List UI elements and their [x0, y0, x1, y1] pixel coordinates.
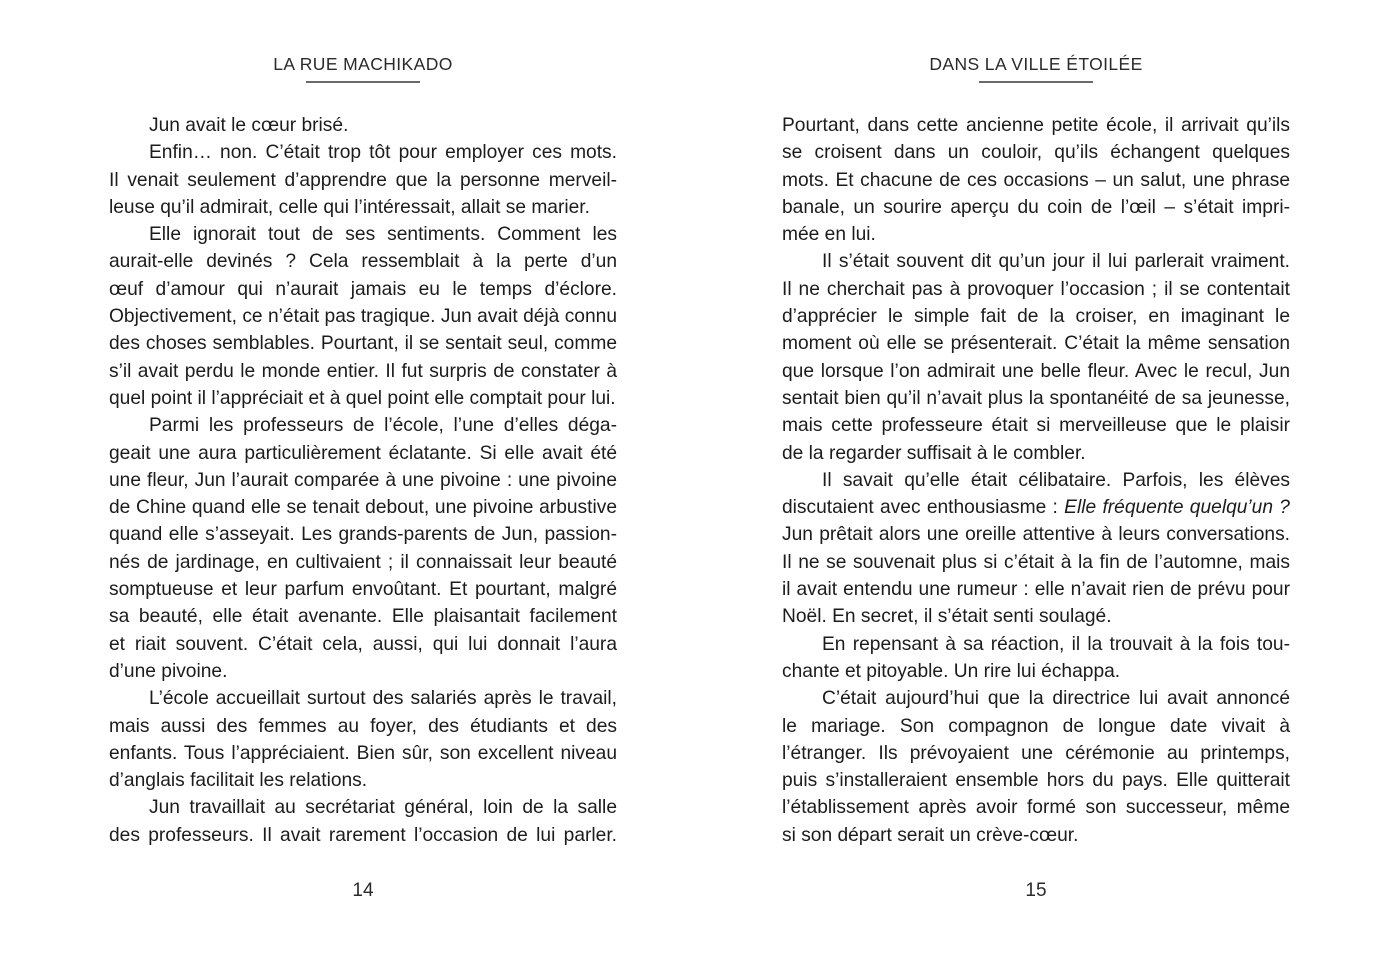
text-line: [782, 658, 1290, 685]
text-line: [109, 167, 617, 194]
left-page: [109, 0, 617, 959]
text-line-content: se croisent dans un couloir, qu’ils échangent quelques: [782, 142, 1290, 164]
text-line: [782, 549, 1290, 576]
text-line-content: il avait entendu une rumeur : elle n’avait rien de prévu pour: [782, 579, 1290, 601]
text-line: [109, 549, 617, 576]
text-line-content: C’était aujourd’hui que la directrice lui avait annoncé: [822, 688, 1290, 710]
text-line-content: le mariage. Son compagnon de longue date vivait à: [782, 715, 1290, 737]
running-head: DANS LA VILLE ÉTOILÉE: [929, 54, 1143, 74]
text-line-content: de la regarder suffisait à le combler.: [782, 442, 1086, 464]
text-line-content: mais cette professeure était si merveilleuse que le plaisir: [782, 415, 1290, 437]
text-line: [782, 685, 1290, 712]
right-page: [782, 0, 1290, 959]
text-line: [782, 467, 1290, 494]
text-line: [782, 276, 1290, 303]
text-line: [109, 822, 617, 849]
text-line: [782, 112, 1290, 139]
text-line: [782, 385, 1290, 412]
text-line: [109, 112, 617, 139]
text-line-content: Il ne cherchait pas à provoquer l’occasion ; il se contentait: [782, 278, 1290, 300]
text-line-content: Il savait qu’elle était célibataire. Parfois, les élèves: [822, 469, 1290, 491]
text-line-content: mots. Et chacune de ces occasions – un salut, une phrase: [782, 169, 1290, 191]
text-line-content: d’apprécier le simple fait de la croiser, en imaginant le: [782, 306, 1290, 328]
text-line: [109, 139, 617, 166]
text-line-content: Il s’était souvent dit qu’un jour il lui parlerait vraiment.: [822, 251, 1290, 273]
text-line: [109, 658, 617, 685]
text-line-content: Il venait seulement d’apprendre que la personne merveil-: [109, 169, 617, 191]
text-line: [109, 440, 617, 467]
text-line: [109, 467, 617, 494]
text-line: [782, 440, 1290, 467]
text-line: [109, 767, 617, 794]
text-line: [109, 276, 617, 303]
text-line: [109, 603, 617, 630]
text-line: [782, 713, 1290, 740]
text-line: [782, 303, 1290, 330]
text-line: [109, 221, 617, 248]
text-line-content: Il ne se souvenait plus si c’était à la fin de l’automne, mais: [782, 551, 1290, 573]
body-text: [782, 112, 1290, 849]
text-line-content: sa beauté, elle était avenante. Elle plaisantait facilement: [109, 606, 617, 628]
text-line-content: somptueuse et leur parfum envoûtant. Et pourtant, malgré: [109, 579, 617, 601]
text-line-content: Parmi les professeurs de l’école, l’une d’elles déga-: [149, 415, 617, 437]
text-line-content: Jun travaillait au secrétariat général, loin de la salle: [149, 797, 617, 819]
text-line-content: En repensant à sa réaction, il la trouvait à la fois tou-: [822, 633, 1290, 655]
text-line-content: que lorsque l’on admirait une belle fleur. Avec le recul, Jun: [782, 360, 1290, 382]
text-line-content: sentait bien qu’il n’avait plus la spontanéité de sa jeunesse,: [782, 387, 1290, 409]
head-rule: [306, 81, 420, 83]
text-line-content: geait une aura particulièrement éclatante. Si elle avait été: [109, 442, 617, 464]
text-line-content: une fleur, Jun l’aurait comparée à une pivoine : une pivoine: [109, 469, 617, 491]
text-line: [109, 248, 617, 275]
head-rule: [979, 81, 1093, 83]
text-line: [109, 412, 617, 439]
text-line-content: et riait souvent. C’était cela, aussi, qui lui donnait l’aura: [109, 633, 617, 655]
text-line-content: enfants. Tous l’appréciaient. Bien sûr, son excellent niveau: [109, 742, 617, 764]
text-line-content: l’étranger. Ils prévoyaient une cérémonie au printemps,: [782, 742, 1290, 764]
text-line: [782, 167, 1290, 194]
text-line-content: des choses semblables. Pourtant, il se sentait seul, comme: [109, 333, 617, 355]
text-line: [782, 494, 1290, 521]
body-text: [109, 112, 617, 849]
running-head: LA RUE MACHIKADO: [273, 54, 453, 74]
text-line: [109, 576, 617, 603]
text-line: [782, 603, 1290, 630]
text-line: [782, 248, 1290, 275]
text-line-content: Pourtant, dans cette ancienne petite école, il arrivait qu’ils: [782, 115, 1290, 136]
text-line: [109, 740, 617, 767]
text-line-content: d’une pivoine.: [109, 660, 228, 682]
text-line-content: d’anglais facilitait les relations.: [109, 770, 368, 792]
text-line: [782, 822, 1290, 849]
page-number: 15: [1025, 880, 1047, 901]
text-line-content: chante et pitoyable. Un rire lui échappa.: [782, 660, 1121, 682]
text-line-content: nés de jardinage, en cultivaient ; il connaissait leur beauté: [109, 551, 617, 573]
text-line-content: moment où elle se présenterait. C’était la même sensation: [782, 333, 1290, 355]
text-line: [109, 685, 617, 712]
text-line: [109, 194, 617, 221]
text-line-content: discutaient avec enthousiasme :: [782, 497, 1058, 519]
text-line: [782, 576, 1290, 603]
text-line-content: de Chine quand elle se tenait debout, une pivoine arbustive: [109, 497, 617, 519]
text-line-content: quand elle s’asseyait. Les grands-parents de Jun, passion-: [109, 524, 617, 546]
text-line: [782, 330, 1290, 357]
text-line-content: aurait-elle devinés ? Cela ressemblait à la perte d’un: [109, 251, 617, 273]
text-line-content: des professeurs. Il avait rarement l’occasion de lui parler.: [109, 824, 617, 846]
text-line: [782, 412, 1290, 439]
text-line-content: l’établissement après avoir formé son successeur, même: [782, 797, 1290, 819]
text-line: [782, 521, 1290, 548]
text-line: [109, 631, 617, 658]
text-line-content: quel point il l’appréciait et à quel point elle comptait pour lui.: [109, 387, 616, 409]
text-line: [782, 221, 1290, 248]
text-line-content: Jun prêtait alors une oreille attentive à leurs conversations.: [782, 524, 1290, 546]
text-line: [109, 330, 617, 357]
text-line: [109, 494, 617, 521]
text-line: [782, 631, 1290, 658]
text-line: [782, 767, 1290, 794]
text-line: [109, 521, 617, 548]
text-line-content: mée en lui.: [782, 224, 876, 246]
text-line-content: si son départ serait un crève-cœur.: [782, 824, 1079, 846]
text-line: [109, 713, 617, 740]
text-line-content: Elle ignorait tout de ses sentiments. Comment les: [149, 224, 617, 246]
text-line: [782, 358, 1290, 385]
text-line: [109, 385, 617, 412]
italic-quote: Elle fréquente quelqu’un ?: [1064, 497, 1290, 519]
text-line-content: leuse qu’il admirait, celle qui l’intéressait, allait se marier.: [109, 196, 590, 218]
text-line-content: Objectivement, ce n’était pas tragique. Jun avait déjà connu: [109, 306, 617, 328]
page-number: 14: [352, 880, 374, 901]
text-line: [782, 740, 1290, 767]
text-line-content: Noël. En secret, il s’était senti soulagé.: [782, 606, 1112, 628]
text-line: [109, 303, 617, 330]
text-line-content: L’école accueillait surtout des salariés après le travail,: [149, 688, 617, 710]
text-line-content: Enfin… non. C’était trop tôt pour employer ces mots.: [149, 142, 617, 164]
text-line-content: banale, un sourire aperçu du coin de l’œil – s’était impri-: [782, 196, 1290, 218]
text-line-content: Jun avait le cœur brisé.: [149, 115, 349, 136]
text-line: [782, 194, 1290, 221]
text-line-content: œuf d’amour qui n’aurait jamais eu le temps d’éclore.: [109, 278, 617, 300]
text-line: [109, 358, 617, 385]
text-line: [782, 794, 1290, 821]
text-line-content: puis s’installeraient ensemble hors du pays. Elle quitterait: [782, 770, 1290, 792]
text-line: [109, 794, 617, 821]
text-line-content: mais aussi des femmes au foyer, des étudiants et des: [109, 715, 617, 737]
text-line: [782, 139, 1290, 166]
text-line-content: s’il avait perdu le monde entier. Il fut surpris de constater à: [109, 360, 617, 382]
